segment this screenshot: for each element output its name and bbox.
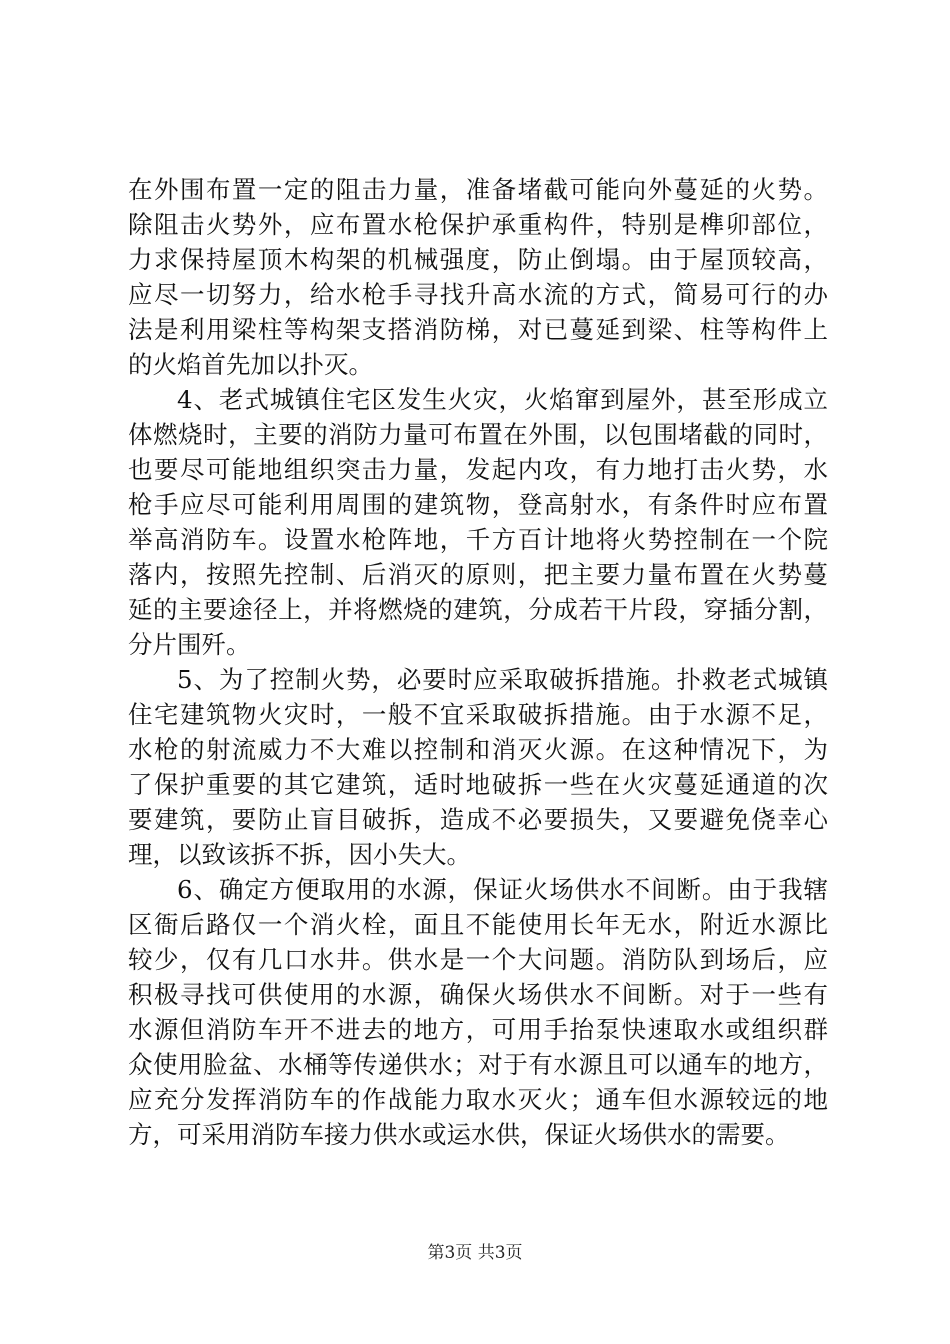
text-line: 5、为了控制火势，必要时应采取破拆措施。扑救老式城镇 (177, 665, 828, 694)
text-line: 要建筑，要防止盲目破拆，造成不必要损失，又要避免侥幸心 (128, 805, 828, 834)
text-line: 了保护重要的其它建筑，适时地破拆一些在火灾蔓延通道的次 (128, 770, 828, 799)
text-line: 较少，仅有几口水井。供水是一个大问题。消防队到场后，应 (128, 945, 828, 974)
text-line: 除阻击火势外，应布置水枪保护承重构件，特别是榫卯部位， (128, 210, 828, 239)
text-line: 延的主要途径上，并将燃烧的建筑，分成若干片段，穿插分割， (128, 595, 828, 624)
text-line: 理，以致该拆不拆，因小失大。 (128, 840, 471, 869)
text-line: 体燃烧时，主要的消防力量可布置在外围，以包围堵截的同时， (128, 420, 828, 449)
paragraph (128, 382, 828, 662)
text-line: 众使用脸盆、水桶等传递供水；对于有水源且可以通车的地方， (128, 1050, 828, 1079)
text-line: 的火焰首先加以扑灭。 (128, 350, 373, 379)
paragraph (128, 872, 828, 1152)
paragraph (128, 172, 828, 382)
text-line: 力求保持屋顶木构架的机械强度，防止倒塌。由于屋顶较高， (128, 245, 828, 274)
text-line: 应充分发挥消防车的作战能力取水灭火；通车但水源较远的地 (128, 1085, 828, 1114)
text-line: 也要尽可能地组织突击力量，发起内攻，有力地打击火势，水 (128, 455, 828, 484)
text-line: 分片围歼。 (128, 630, 251, 659)
paragraph (128, 662, 828, 872)
text-line: 4、老式城镇住宅区发生火灾，火焰窜到屋外，甚至形成立 (177, 385, 828, 414)
text-line: 落内，按照先控制、后消灭的原则，把主要力量布置在火势蔓 (128, 560, 828, 589)
text-line: 水源但消防车开不进去的地方，可用手抬泵快速取水或组织群 (128, 1015, 828, 1044)
text-line: 在外围布置一定的阻击力量，准备堵截可能向外蔓延的火势。 (128, 175, 828, 204)
text-line: 6、确定方便取用的水源，保证火场供水不间断。由于我辖 (177, 875, 828, 904)
text-line: 法是利用梁柱等构架支搭消防梯，对已蔓延到梁、柱等构件上 (128, 315, 828, 344)
text-line: 方，可采用消防车接力供水或运水供，保证火场供水的需要。 (128, 1120, 790, 1149)
text-line: 枪手应尽可能利用周围的建筑物，登高射水，有条件时应布置 (128, 490, 828, 519)
text-line: 住宅建筑物火灾时，一般不宜采取破拆措施。由于水源不足， (128, 700, 828, 729)
text-line: 区衙后路仅一个消火栓，面且不能使用长年无水，附近水源比 (128, 910, 828, 939)
text-line: 积极寻找可供使用的水源，确保火场供水不间断。对于一些有 (128, 980, 828, 1009)
document-body (128, 172, 828, 1152)
text-line: 应尽一切努力，给水枪手寻找升高水流的方式，简易可行的办 (128, 280, 828, 309)
text-line: 举高消防车。设置水枪阵地，千方百计地将火势控制在一个院 (128, 525, 828, 554)
page-footer: 第3页 共3页 (427, 1243, 523, 1263)
text-line: 水枪的射流威力不大难以控制和消灭火源。在这种情况下，为 (128, 735, 828, 764)
